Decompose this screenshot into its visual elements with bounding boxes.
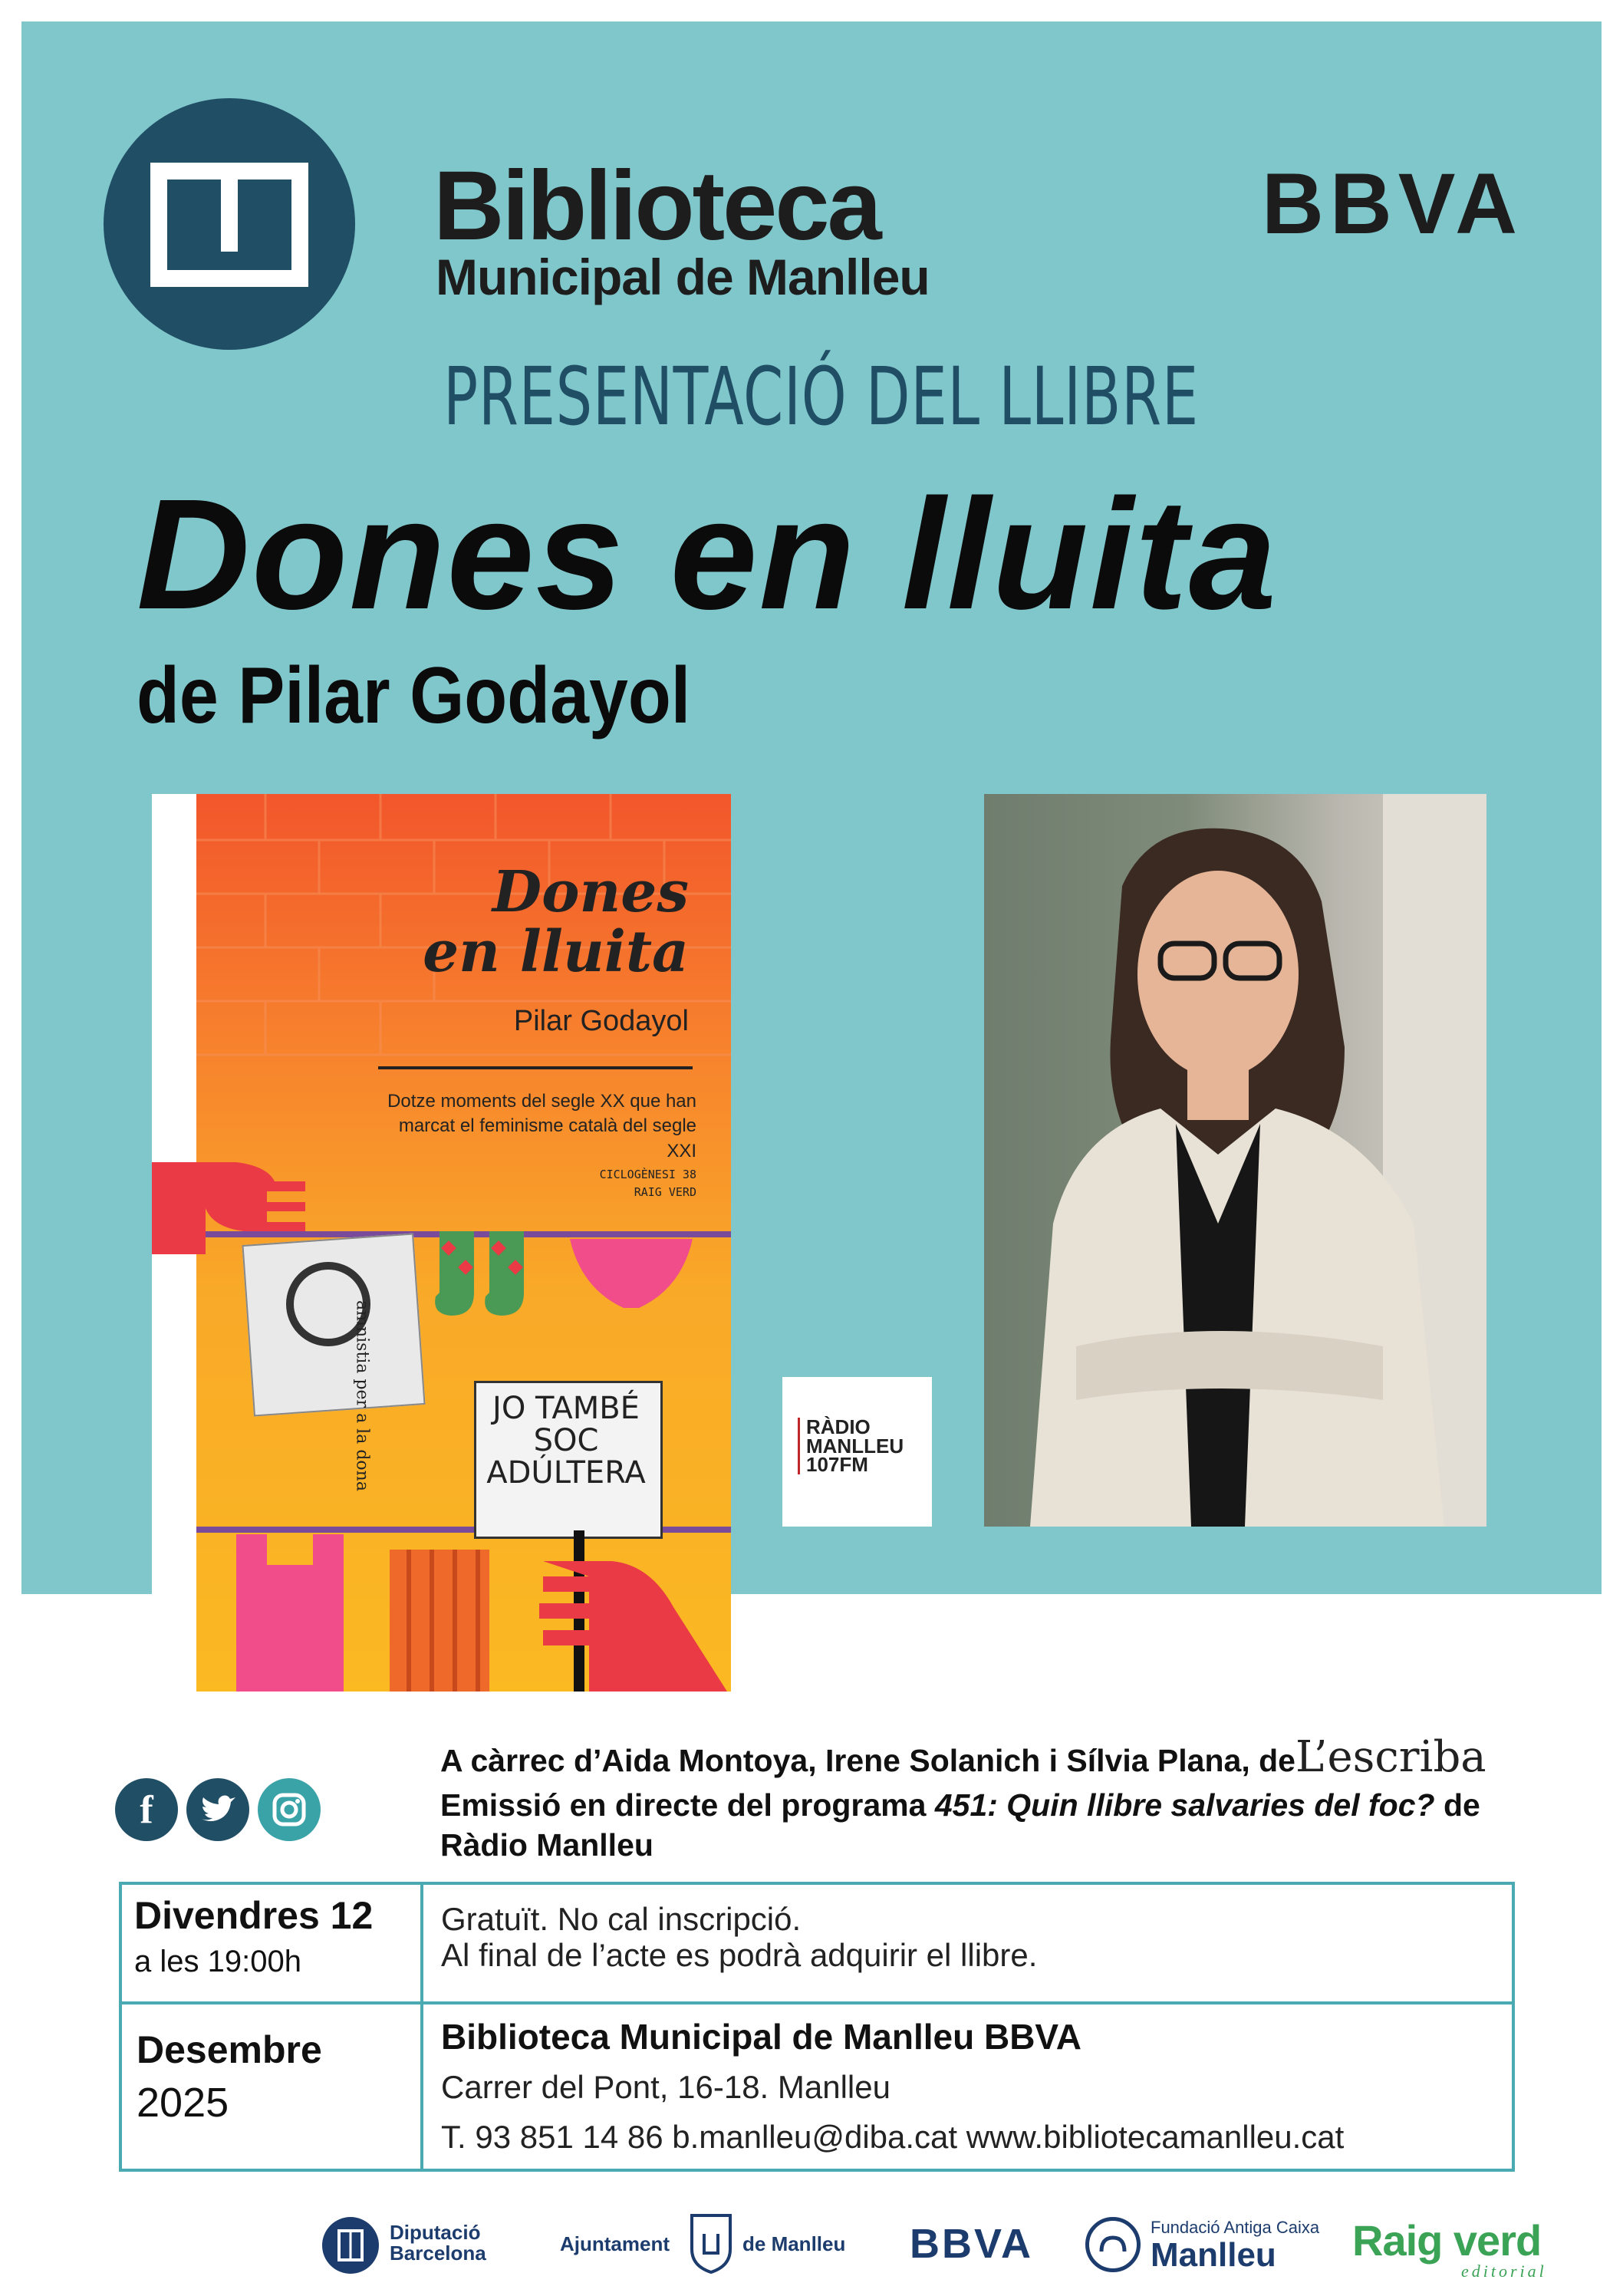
event-credits [440,1730,1598,1866]
twitter-icon[interactable] [186,1778,249,1841]
cover-collection-line1: CICLOGÈNESI 38 [599,1168,696,1181]
author-photo [984,794,1486,1527]
cover-collection [474,1166,696,1201]
credits-line1-text: A càrrec d’Aida Montoya, Irene Solanich i Sílvia Plana, de [440,1743,1295,1778]
protest-sign-text [482,1392,650,1489]
venue-name: Biblioteca Municipal de Manlleu BBVA [441,2017,1081,2057]
ajuntament-shield [689,2211,733,2275]
sign-line3: ADÚLTERA [486,1455,646,1491]
lescriba-logo: L’escriba [1295,1732,1486,1782]
credits-line3: Ràdio Manlleu [440,1827,653,1863]
note-line1: Gratuït. No cal inscripció. [441,1901,802,1937]
cover-subtitle-line1: Dotze moments del segle XX que han [387,1091,696,1112]
hand-heart-icon [1089,2221,1137,2268]
diputacio-shield-icon [322,2217,379,2274]
hand-right-illustration [497,1530,727,1692]
table-divider-horizontal [119,2001,1515,2004]
event-kicker: PRESENTACIÓ DEL LLIBRE [443,350,1199,443]
library-title: Biblioteca [433,151,880,261]
venue-contact: T. 93 851 14 86 b.manlleu@diba.cat www.bibliotecamanlleu.cat [441,2119,1345,2155]
raig-verd-logo: Raig verd [1352,2216,1542,2265]
sign-line2: SOC [533,1423,599,1458]
camera-icon [272,1792,307,1827]
facebook-glyph: f [140,1787,153,1832]
cover-title-line1: Dones [492,859,689,925]
fundacio-big-text: Manlleu [1151,2236,1276,2274]
date-time: a les 19:00h [134,1945,301,1978]
table-divider-vertical [420,1882,423,2172]
note-line2: Al final de l’acte es podrà adquirir el llibre. [441,1937,1038,1974]
event-notes [441,1901,1037,1973]
cover-title [390,859,689,985]
credits-line1 [440,1730,1598,1785]
ajuntament-right-text: de Manlleu [742,2232,846,2255]
cover-author: Pilar Godayol [513,1005,689,1037]
radio-line2: MANLLEU [806,1434,904,1458]
instagram-icon[interactable] [258,1778,321,1841]
date-year: 2025 [137,2080,229,2126]
underwear-illustration [566,1227,696,1319]
radio-manlleu-text [798,1415,904,1477]
author-line: de Pilar Godayol [137,651,691,740]
diputacio-line1: Diputació [390,2221,481,2244]
venue-address: Carrer del Pont, 16-18. Manlleu [441,2069,891,2105]
cover-collection-line2: RAIG VERD [634,1184,696,1199]
open-book-icon [104,98,355,350]
shield-icon [689,2211,733,2275]
raig-verd-subtitle: editorial [1461,2261,1547,2281]
hand-left-illustration [152,1147,305,1254]
cover-divider [378,1066,693,1069]
cover-title-line2: en lluita [423,918,689,985]
bbva-footer-logo: BBVA [910,2221,1034,2267]
cover-subtitle-line2: marcat el feminisme català del segle XXI [398,1115,696,1161]
book-cover [152,794,731,1692]
credits-line2-prefix: Emissió en directe del programa [440,1787,935,1823]
diputacio-text [390,2222,486,2265]
cover-subtitle [367,1089,696,1164]
program-name: 451: Quin llibre salvaries del foc? [934,1787,1435,1823]
fundacio-logo [1085,2217,1141,2272]
radio-line3: 107FM [806,1453,868,1477]
credits-line2-suffix: de [1434,1787,1480,1823]
sign-line1: JO TAMBÉ [492,1391,640,1426]
socks-illustration [428,1208,551,1331]
radio-line1: RÀDIO [806,1415,871,1438]
date-day: Divendres 12 [134,1894,374,1937]
library-subtitle: Municipal de Manlleu [436,249,930,305]
laundry-bottom-illustration [221,1519,497,1692]
bbva-logo: BBVA [1262,156,1524,252]
library-logo [104,98,355,350]
bird-icon [200,1794,235,1825]
newspaper-text: amnistia per a la dona [352,1300,372,1491]
ajuntament-left-text: Ajuntament [560,2232,670,2255]
author-portrait-illustration [984,794,1486,1527]
diputacio-line2: Barcelona [390,2242,486,2265]
date-month: Desembre [137,2028,322,2071]
diputacio-logo [322,2217,379,2274]
credits-line2 [440,1785,1598,1825]
fundacio-small-text: Fundació Antiga Caixa [1151,2218,1320,2237]
book-title: Dones en lluita [137,466,1279,642]
facebook-icon[interactable] [115,1778,178,1841]
